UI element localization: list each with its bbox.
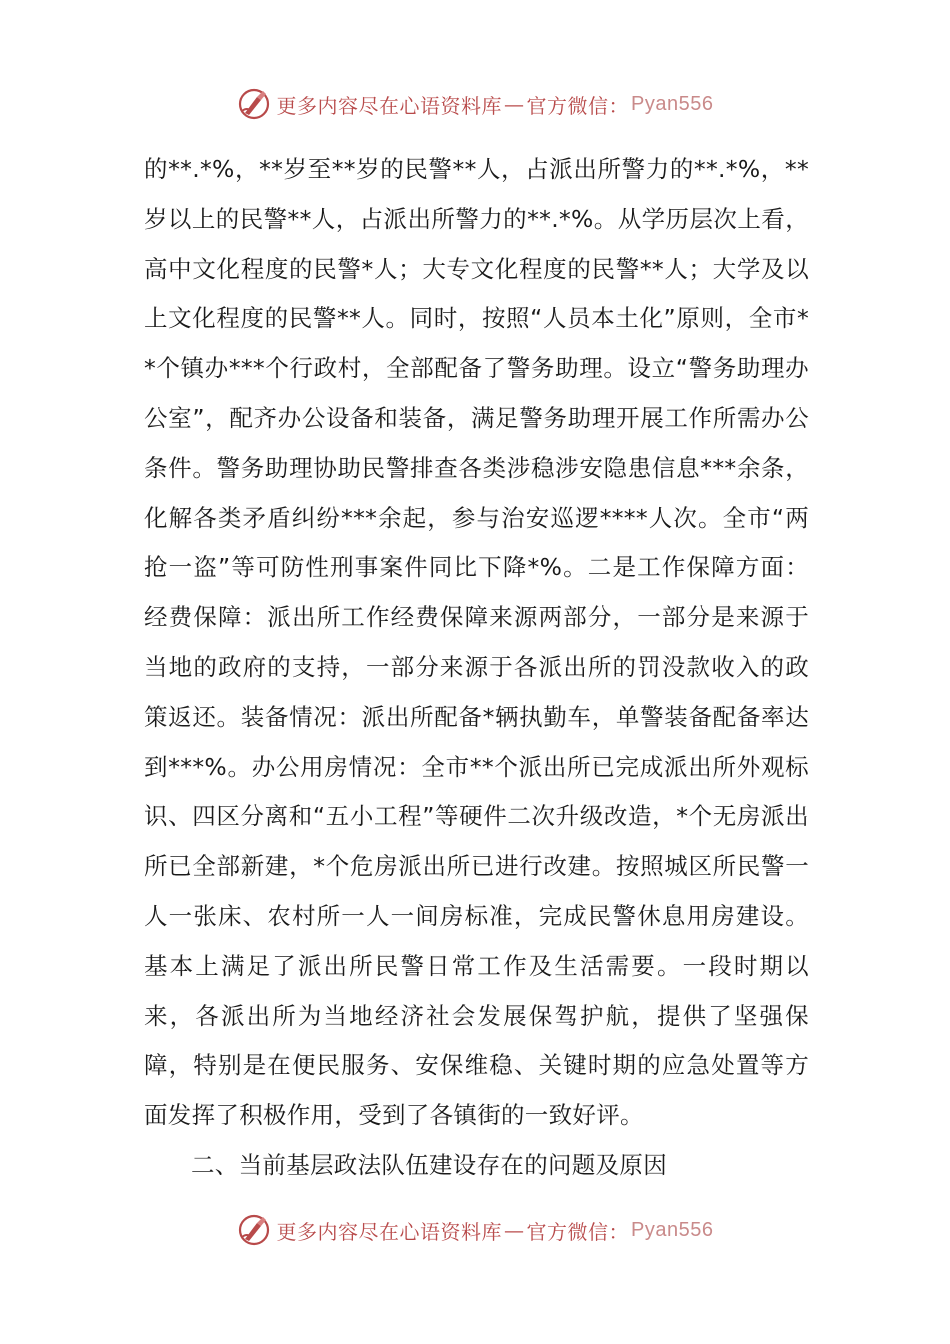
watermark-handle: Pyan556 [631, 1218, 714, 1241]
watermark-label: 官方微信： [526, 93, 630, 118]
watermark-banner-top [0, 84, 950, 124]
watermark-brand: 更多内容尽在心语资料库 [276, 1219, 503, 1244]
document-body [144, 145, 809, 1191]
watermark-label: 官方微信： [526, 1219, 630, 1244]
watermark-separator: — [504, 1218, 525, 1242]
pen-logo-icon [237, 1213, 271, 1247]
watermark-separator: — [504, 92, 525, 116]
watermark-brand: 更多内容尽在心语资料库 [276, 93, 503, 118]
watermark-banner-bottom [0, 1210, 950, 1250]
watermark-handle: Pyan556 [631, 92, 714, 115]
pen-logo-icon [237, 87, 271, 121]
body-paragraph: 的**.*%，**岁至**岁的民警**人，占派出所警力的**.*%，**岁以上的民警**人，占派出所警力的**.*%。从学历层次上看，高中文化程度的民警*人；大专文化程度的民警**人；大学及以上文化程度的民警**人。同时，按照“人员本土化”原则，全市**个镇办***个行政村，全部配备了警务助理。设立“警务助理办公室”，配齐办公设备和装备，满足警务助理开展工作所需办公条件。警务助理协助民警排查各类涉稳涉安隐患信息***余条，化解各类矛盾纠纷***余起，参与治安巡逻****人次。全市“两抢一盗”等可防性刑事案件同比下降*%。二是工作保障方面：经费保障：派出所工作经费保障来源两部分，一部分是来源于当地的政府的支持，一部分来源于各派出所的罚没款收入的政策返还。装备情况：派出所配备*辆执勤车，单警装备配备率达到***%。办公用房情况：全市**个派出所已完成派出所外观标识、四区分离和“五小工程”等硬件二次升级改造，*个无房派出所已全部新建，*个危房派出所已进行改建。按照城区所民警一人一张床、农村所一人一间房标准，完成民警休息用房建设。基本上满足了派出所民警日常工作及生活需要。一段时期以来，各派出所为当地经济社会发展保驾护航，提供了坚强保障，特别是在便民服务、安保维稳、关键时期的应急处置等方面发挥了积极作用，受到了各镇街的一致好评。 [144, 155, 809, 1130]
section-heading: 二、当前基层政法队伍建设存在的问题及原因 [191, 1150, 667, 1179]
